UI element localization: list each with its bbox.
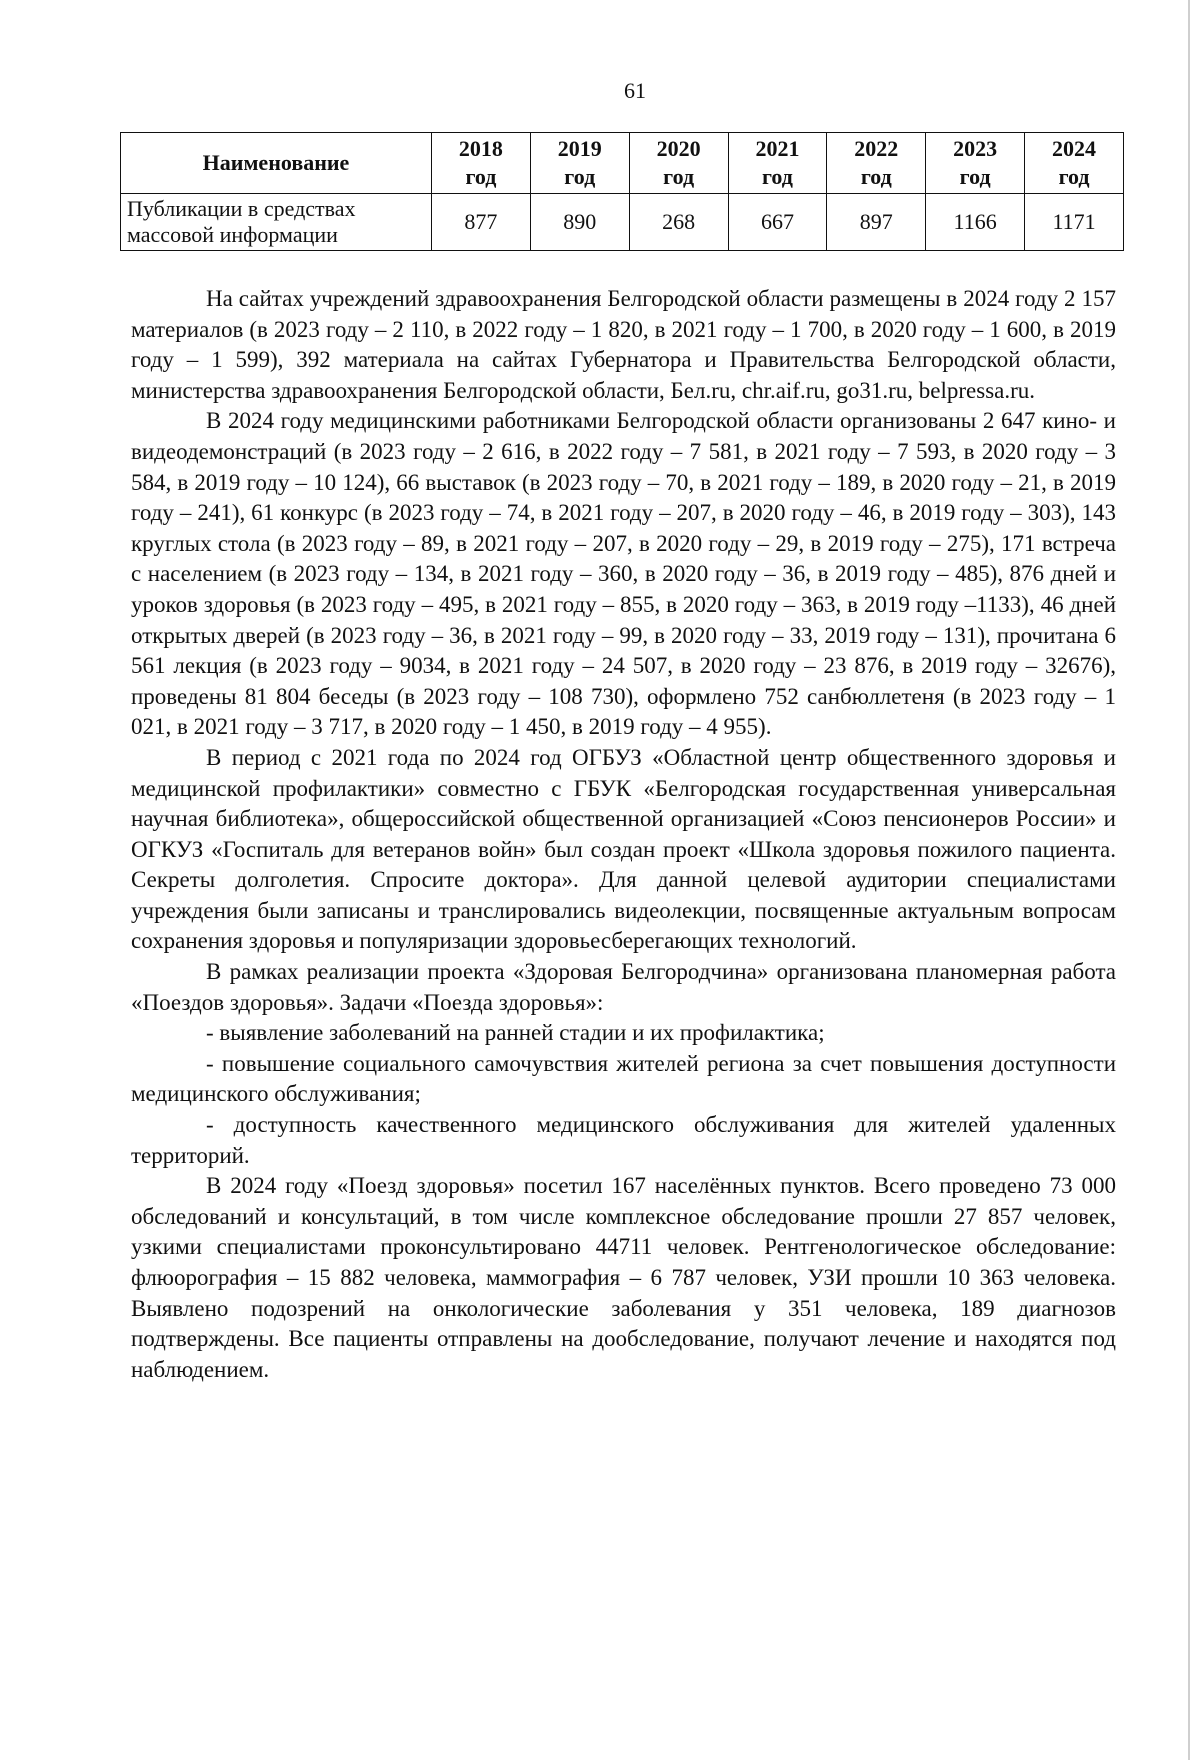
header-year-2022 [827,133,926,194]
header-year-2021 [728,133,827,194]
paragraph-health-train-intro: В рамках реализации проекта «Здоровая Белгородчина» организована планомерная работа «Поездов здоровья». Задачи «Поезда здоровья»: [131,959,1116,1015]
paragraph-health-school-project: В период с 2021 года по 2024 год ОГБУЗ «Областной центр общественного здоровья и медицинской профилактики» совместно с ГБУК «Белгородская государственная универсальная научная библиотека», общероссийской общественной организацией «Союз пенсионеров России» и ОГКУЗ «Госпиталь для ветеранов войн» был создан проект «Школа здоровья пожилого пациента. Секреты долголетия. Спросите доктора». Для данной целевой аудитории специалистами учреждения были записаны и транслировались видеолекции, посвященные актуальным вопросам сохранения здоровья и популяризации здоровьесберегающих технологий. [131,744,1116,954]
header-year: 2018 [458,136,503,161]
header-name-cell: Наименование [121,133,432,194]
header-year-2020 [629,133,728,194]
header-year-unit: год [959,164,991,189]
table-row [121,194,1124,251]
header-year-unit: год [663,164,695,189]
body-text [131,284,1116,1385]
header-year-2023 [926,133,1025,194]
header-year-unit: год [761,164,793,189]
paragraph-health-train-results: В 2024 году «Поезд здоровья» посетил 167 населённых пунктов. Всего проведено 73 000 обследований и консультаций, в том числе комплексное обследование прошли 27 857 человек, узкими специалистами проконсультировано 44711 человек. Рентгенологическое обследование: флюорография – 15 882 человека, маммография – 6 787 человек, УЗИ прошли 10 363 человека. Выявлено подозрений на онкологические заболевания у 351 человека, 189 диагнозов подтверждены. Все пациенты отправлены на дообследование, получают лечение и находятся под наблюдением. [131,1173,1116,1382]
paragraph-health-events: В 2024 году медицинскими работниками Белгородской области организованы 2 647 кино- и видеодемонстраций (в 2023 году – 2 616, в 2022 году – 7 581, в 2021 году – 7 593, в 2020 году – 3 584, в 2019 году – 10 124), 66 выставок (в 2023 году – 70, в 2021 году – 189, в 2020 году – 21, в 2019 году – 241), 61 конкурс (в 2023 году – 74, в 2021 году – 207, в 2020 году – 46, в 2019 году – 303), 143 круглых стола (в 2023 году – 89, в 2021 году – 207, в 2020 году – 29, в 2019 году – 275), 171 встреча с населением (в 2023 году – 134, в 2021 году – 360, в 2020 году – 36, в 2019 году – 485), 876 дней и уроков здоровья (в 2023 году – 495, в 2021 году – 855, в 2020 году – 363, в 2019 году –1133), 46 дней открытых дверей (в 2023 году – 36, в 2021 году – 99, в 2020 году – 33, 2019 году – 131), прочитана 6 561 лекция (в 2023 году – 9034, в 2021 году – 24 507, в 2020 году – 23 876, в 2019 году – 32676), проведены 81 804 беседы (в 2023 году – 108 730), оформлено 752 санбюллетеня (в 2023 году – 1 021, в 2021 году – 3 717, в 2020 году – 1 450, в 2019 году – 4 955). [131,408,1116,740]
value-cell: 1166 [926,194,1025,251]
header-year-2019 [530,133,629,194]
header-year: 2020 [656,136,701,161]
publications-table [120,132,1124,251]
table-header-row [121,133,1124,194]
row-label-line: Публикации в средствах [127,196,356,221]
value-cell: 890 [530,194,629,251]
value-cell: 1171 [1025,194,1124,251]
header-year: 2024 [1052,136,1097,161]
value-cell: 877 [432,194,531,251]
header-year: 2023 [953,136,998,161]
value-cell: 897 [827,194,926,251]
header-year: 2021 [755,136,800,161]
header-year: 2022 [854,136,899,161]
page-number: 61 [624,78,646,103]
header-year: 2019 [557,136,602,161]
list-item-task: - повышение социального самочувствия жителей региона за счет повышения доступности медицинского обслуживания; [131,1050,1116,1107]
header-year-unit: год [465,164,497,189]
list-item-task: - выявление заболеваний на ранней стадии и их профилактика; [206,1020,825,1046]
header-year-unit: год [860,164,892,189]
list-item-task: - доступность качественного медицинского обслуживания для жителей удаленных территорий. [131,1112,1116,1168]
row-label-line: массовой информации [127,222,338,247]
paragraph-website-materials: На сайтах учреждений здравоохранения Белгородской области размещены в 2024 году 2 157 материалов (в 2023 году – 2 110, в 2022 году – 1 820, в 2021 году – 1 700, в 2020 году – 1 600, в 2019 году – 1 599), 392 материала на сайтах Губернатора и Правительства Белгородской области, министерства здравоохранения Белгородской области, Бел.ru, chr.aif.ru, go31.ru, belpressa.ru. [131,286,1116,403]
header-year-unit: год [1058,164,1090,189]
value-cell: 268 [629,194,728,251]
scan-edge-line [1188,0,1190,1760]
header-year-unit: год [564,164,596,189]
value-cell: 667 [728,194,827,251]
row-label-cell [121,194,432,251]
header-year-2018 [432,133,531,194]
header-year-2024 [1025,133,1124,194]
